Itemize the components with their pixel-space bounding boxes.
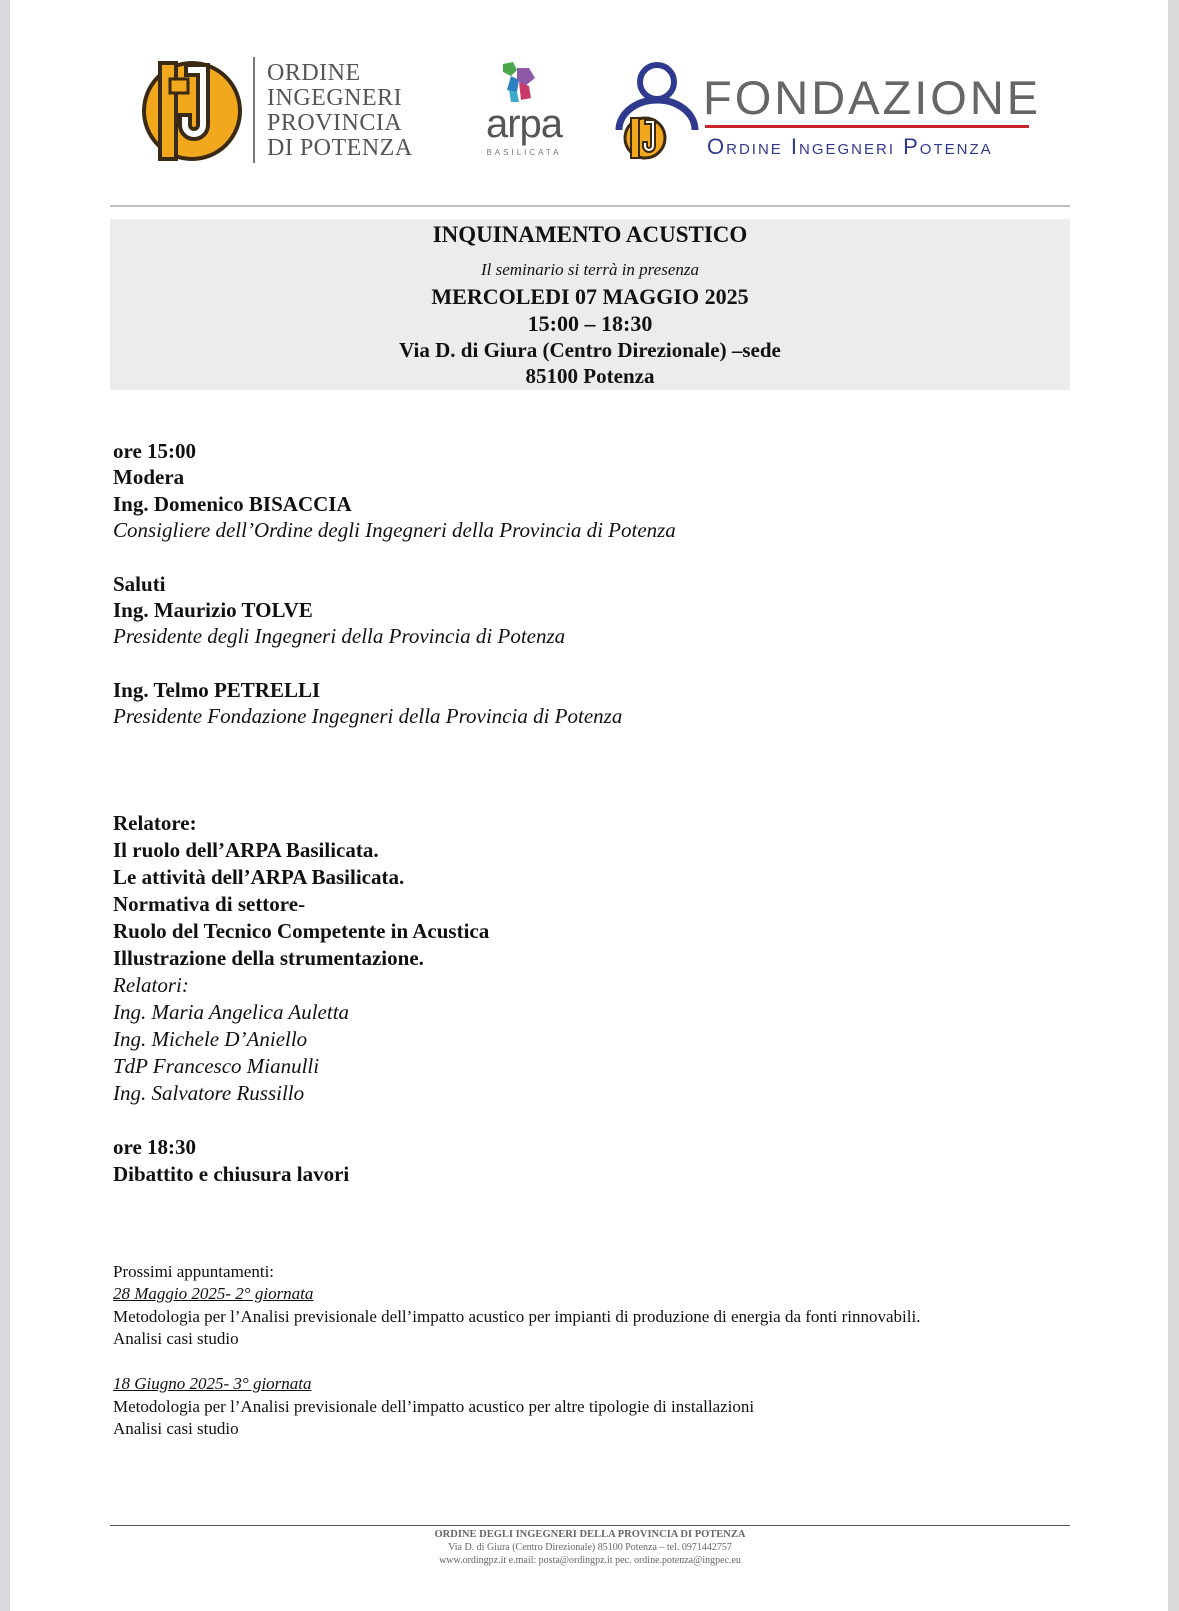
closing-label: Dibattito e chiusura lavori (113, 1162, 350, 1186)
header-logos (10, 0, 1168, 190)
relatore-label: Relatore: (113, 811, 197, 835)
event-address: Via D. di Giura (Centro Direzionale) –sede (399, 338, 781, 362)
speaker-name: Ing. Michele D’Aniello (113, 1027, 308, 1051)
ordine-emblem-icon (140, 55, 250, 167)
event-title: INQUINAMENTO ACUSTICO (432, 222, 748, 247)
footer-contacts: www.ordingpz.it e.mail: posta@ordingpz.it pec. ordine.potenza@ingpec.eu (439, 1555, 741, 1566)
arpa-subtitle: BASILICATA (486, 148, 562, 157)
ordine-divider (253, 57, 255, 163)
ordine-line: PROVINCIA (267, 110, 403, 136)
topic-item: Illustrazione della strumentazione. (113, 946, 424, 970)
ordine-ingegneri-logo (140, 55, 440, 170)
topic-item: Il ruolo dell’ARPA Basilicata. (113, 838, 379, 862)
greeter-role: Presidente degli Ingegneri della Provincia di Potenza (113, 624, 566, 648)
ordine-line: INGEGNERI (267, 85, 403, 111)
event-note: Il seminario si terrà in presenza (480, 260, 699, 279)
topic-item: Le attività dell’ARPA Basilicata. (113, 865, 405, 889)
next-extra: Analisi casi studio (113, 1419, 239, 1438)
next-date: 18 Giugno 2025- 3° giornata (113, 1374, 312, 1393)
fondazione-emblem-icon (615, 60, 705, 165)
speaker-name: TdP Francesco Mianulli (113, 1054, 320, 1078)
event-date: MERCOLEDI 07 MAGGIO 2025 (431, 284, 749, 309)
end-time: ore 18:30 (113, 1135, 197, 1159)
header-rule (110, 205, 1070, 207)
saluti-label: Saluti (113, 572, 166, 596)
arpa-map-icon (475, 60, 575, 108)
topic-item: Normativa di settore- (113, 892, 306, 916)
fondazione-subtitle: Ordine Ingegneri Potenza (707, 134, 993, 159)
event-title-box (110, 219, 1070, 390)
modera-label: Modera (113, 465, 185, 489)
next-description: Metodologia per l’Analisi previsionale dell’impatto acustico per impianti di produzione di energia da fonti rinnovabili. (113, 1307, 921, 1326)
ordine-wordmark (267, 61, 413, 161)
arpa-wordmark: arpa (485, 102, 563, 146)
footer-org: ORDINE DEGLI INGEGNERI DELLA PROVINCIA DI POTENZA (434, 1529, 746, 1540)
ordine-line: DI POTENZA (267, 135, 413, 161)
document-page (10, 0, 1168, 1611)
fondazione-wordmark: FONDAZIONE (703, 71, 1042, 124)
next-appointments-label: Prossimi appuntamenti: (113, 1262, 275, 1281)
event-city: 85100 Potenza (525, 364, 655, 388)
footer-address: Via D. di Giura (Centro Direzionale) 85100 Potenza – tel. 0971442757 (448, 1542, 732, 1553)
next-description: Metodologia per l’Analisi previsionale dell’impatto acustico per altre tipologie di installazioni (113, 1397, 755, 1416)
fondazione-logo (615, 60, 1045, 170)
next-extra: Analisi casi studio (113, 1329, 239, 1348)
moderator-name: Ing. Domenico BISACCIA (113, 492, 352, 516)
greeter-name: Ing. Maurizio TOLVE (113, 598, 313, 622)
ordine-line: ORDINE (267, 60, 361, 86)
event-time: 15:00 – 18:30 (527, 311, 653, 336)
speaker-name: Ing. Maria Angelica Auletta (113, 1000, 350, 1024)
speaker-name: Ing. Salvatore Russillo (113, 1081, 305, 1105)
greeter-role: Presidente Fondazione Ingegneri della Provincia di Potenza (113, 704, 623, 728)
start-time: ore 15:00 (113, 439, 197, 463)
moderator-role: Consigliere dell’Ordine degli Ingegneri della Provincia di Potenza (113, 518, 676, 542)
greeter-name: Ing. Telmo PETRELLI (113, 678, 321, 702)
next-date: 28 Maggio 2025- 2° giornata (113, 1284, 314, 1303)
topic-item: Ruolo del Tecnico Competente in Acustica (113, 919, 490, 943)
footer-rule (110, 1525, 1070, 1526)
arpa-basilicata-logo (475, 60, 575, 170)
fondazione-underline (705, 125, 1029, 128)
relatori-label: Relatori: (113, 973, 189, 997)
